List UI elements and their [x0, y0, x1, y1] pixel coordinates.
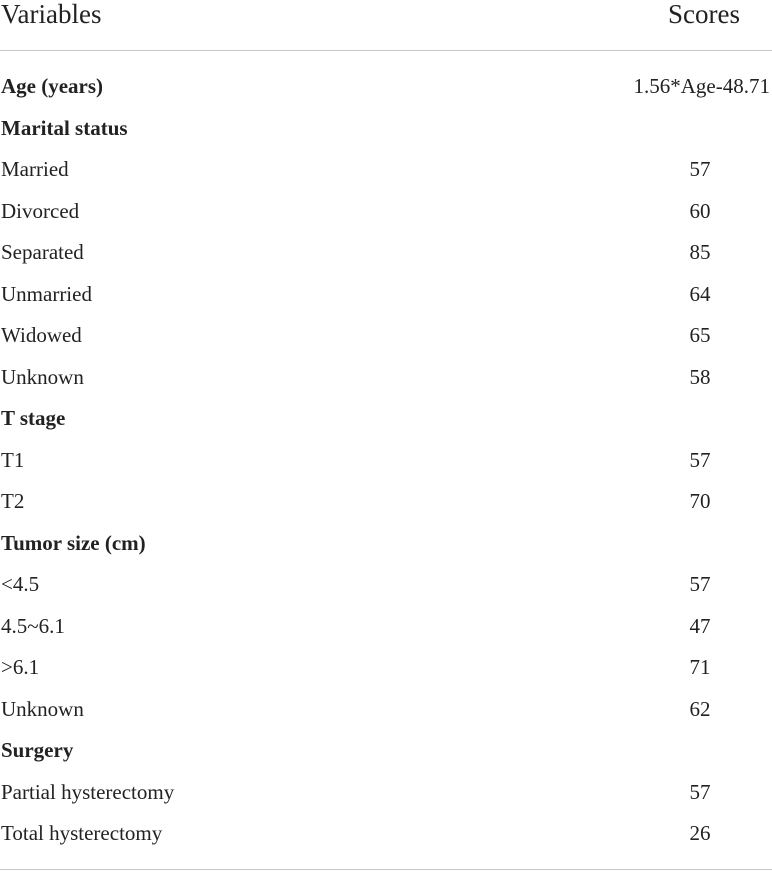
table-row [0, 190, 772, 232]
table-row [0, 771, 772, 813]
row-score: 57 [689, 157, 711, 181]
table-row [0, 522, 772, 564]
row-label: T1 [1, 447, 25, 472]
table-row [0, 729, 772, 771]
row-label: >6.1 [1, 655, 40, 679]
table-row [0, 107, 772, 149]
row-label: Widowed [1, 323, 82, 347]
table-row [0, 356, 772, 398]
row-score: 71 [689, 655, 711, 679]
row-score: 70 [689, 489, 711, 513]
row-score: 57 [689, 447, 711, 472]
table-row [0, 563, 772, 605]
row-label: Age (years) [1, 74, 104, 98]
row-label: Total hysterectomy [1, 821, 163, 845]
header-scores: Scores [668, 0, 740, 29]
row-label: Divorced [1, 198, 80, 223]
table-row [0, 397, 772, 439]
table-row [0, 480, 772, 522]
row-label: T stage [1, 406, 66, 430]
row-label: Unknown [1, 364, 84, 389]
row-label: Surgery [1, 738, 74, 762]
row-score: 65 [689, 323, 711, 347]
row-score: 85 [689, 240, 711, 264]
table-bottom-rule [0, 869, 772, 870]
row-label: Tumor size (cm) [1, 530, 146, 555]
row-label: 4.5~6.1 [1, 613, 65, 638]
row-score: 57 [689, 779, 711, 804]
table-row [0, 605, 772, 647]
table-row [0, 148, 772, 190]
row-label: Separated [1, 240, 84, 264]
table-row [0, 273, 772, 315]
row-score: 60 [689, 198, 711, 223]
row-label: <4.5 [1, 572, 40, 596]
row-label: Partial hysterectomy [1, 779, 175, 804]
table-row [0, 65, 772, 107]
table-body [0, 65, 772, 854]
row-score: 64 [689, 281, 711, 306]
table-row [0, 812, 772, 854]
row-score: 47 [689, 613, 711, 638]
header-variables: Variables [1, 0, 102, 29]
table-header [0, 0, 772, 51]
row-score: 26 [689, 821, 711, 845]
row-label: Married [1, 157, 69, 181]
row-score: 62 [689, 696, 711, 721]
row-label: Unknown [1, 696, 84, 721]
row-score: 57 [689, 572, 711, 596]
row-score: 1.56*Age-48.71 [633, 74, 770, 98]
row-label: T2 [1, 489, 25, 513]
table-row [0, 646, 772, 688]
row-label: Marital status [1, 115, 128, 140]
table-row [0, 231, 772, 273]
table-row [0, 688, 772, 730]
table-row [0, 439, 772, 481]
row-label: Unmarried [1, 281, 92, 306]
row-score: 58 [689, 364, 711, 389]
table-row [0, 314, 772, 356]
